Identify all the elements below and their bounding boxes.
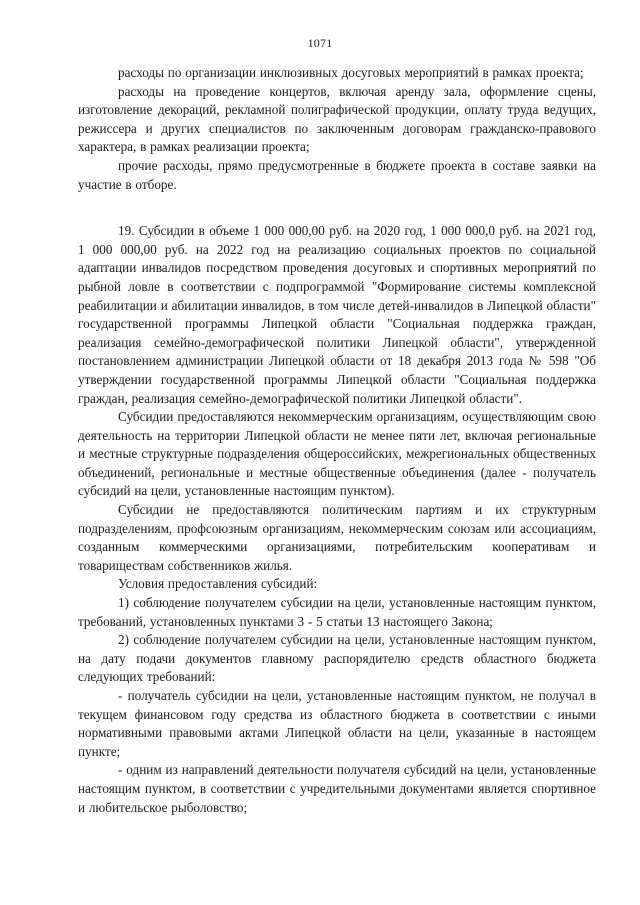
paragraph-expense-concerts: расходы на проведение концертов, включая аренду зала, оформление сцены, изготовление декораций, рекламной полиграфической продукции, оплату труда ведущих, режиссера и других специалистов по заключенным договорам гражданско-правового характера, в рамках реализации проекта; — [78, 83, 596, 155]
paragraph-requirement-no-funds: - получатель субсидии на цели, установленные настоящим пунктом, не получал в текущем финансовом году средства из областного бюджета в соответствии с иными нормативными правовыми актами Липецкой области на цели, указанные в настоящем пункте; — [78, 688, 596, 759]
document-body — [78, 64, 596, 817]
paragraph-requirement-fishing: - одним из направлений деятельности получателя субсидий на цели, установленные настоящим пунктом, в соответствии с учредительными документами является спортивное и любительское рыболовство; — [78, 762, 596, 815]
paragraph-recipients: Субсидии предоставляются некоммерческим организациям, осуществляющим свою деятельность на территории Липецкой области не менее пяти лет, включая региональные и местные структурные подразделения общероссийских, межрегиональных общественных объединений, региональные и местные общественные объединения (далее - получатель субсидий на цели, установленные настоящим пунктом). — [78, 409, 596, 499]
paragraph-conditions-heading: Условия предоставления субсидий: — [118, 576, 318, 592]
paragraph-exclusions: Субсидии не предоставляются политическим партиям и их структурным подразделениям, профсоюзным организациям, некоммерческим союзам или ассоциациям, созданным коммерческими организациями, потребительским кооперативам и товариществам собственников жилья. — [78, 502, 596, 573]
paragraph-condition-2: 2) соблюдение получателем субсидии на цели, установленные настоящим пунктом, на дату подачи документов главному распорядителю средств областного бюджета следующих требований: — [78, 632, 596, 685]
paragraph-condition-1: 1) соблюдение получателем субсидии на цели, установленные настоящим пунктом, требований, установленных пунктами 3 - 5 статьи 13 настоящего Закона; — [78, 595, 596, 629]
paragraph-expense-other: прочие расходы, прямо предусмотренные в бюджете проекта в составе заявки на участие в отборе. — [78, 157, 596, 192]
paragraph-expense-inclusive-events: расходы по организации инклюзивных досуговых мероприятий в рамках проекта; — [118, 65, 584, 80]
page-number: 1071 — [307, 36, 333, 50]
section-gap — [78, 194, 596, 222]
paragraph-item-19: 19. Субсидии в объеме 1 000 000,00 руб. на 2020 год, 1 000 000,0 руб. на 2021 год, 1 000 000,00 руб. на 2022 год на реализацию социальных проектов по социальной адаптации инвалидов посредством проведения досуговых и спортивных мероприятий по рыбной ловле в соответствии с подпрограммой "Формирование системы комплексной реабилитации и абилитации инвалидов, в том числе детей-инвалидов в Липецкой области" государственной программы Липецкой области "Социальная поддержка граждан, реализация семейно-демографической политики Липецкой области", утвержденной постановлением администрации Липецкой области от 18 декабря 2013 года № 598 "Об утверждении государственной программы Липецкой области "Социальная поддержка граждан, реализация семейно-демографической политики Липецкой области". — [78, 223, 596, 406]
